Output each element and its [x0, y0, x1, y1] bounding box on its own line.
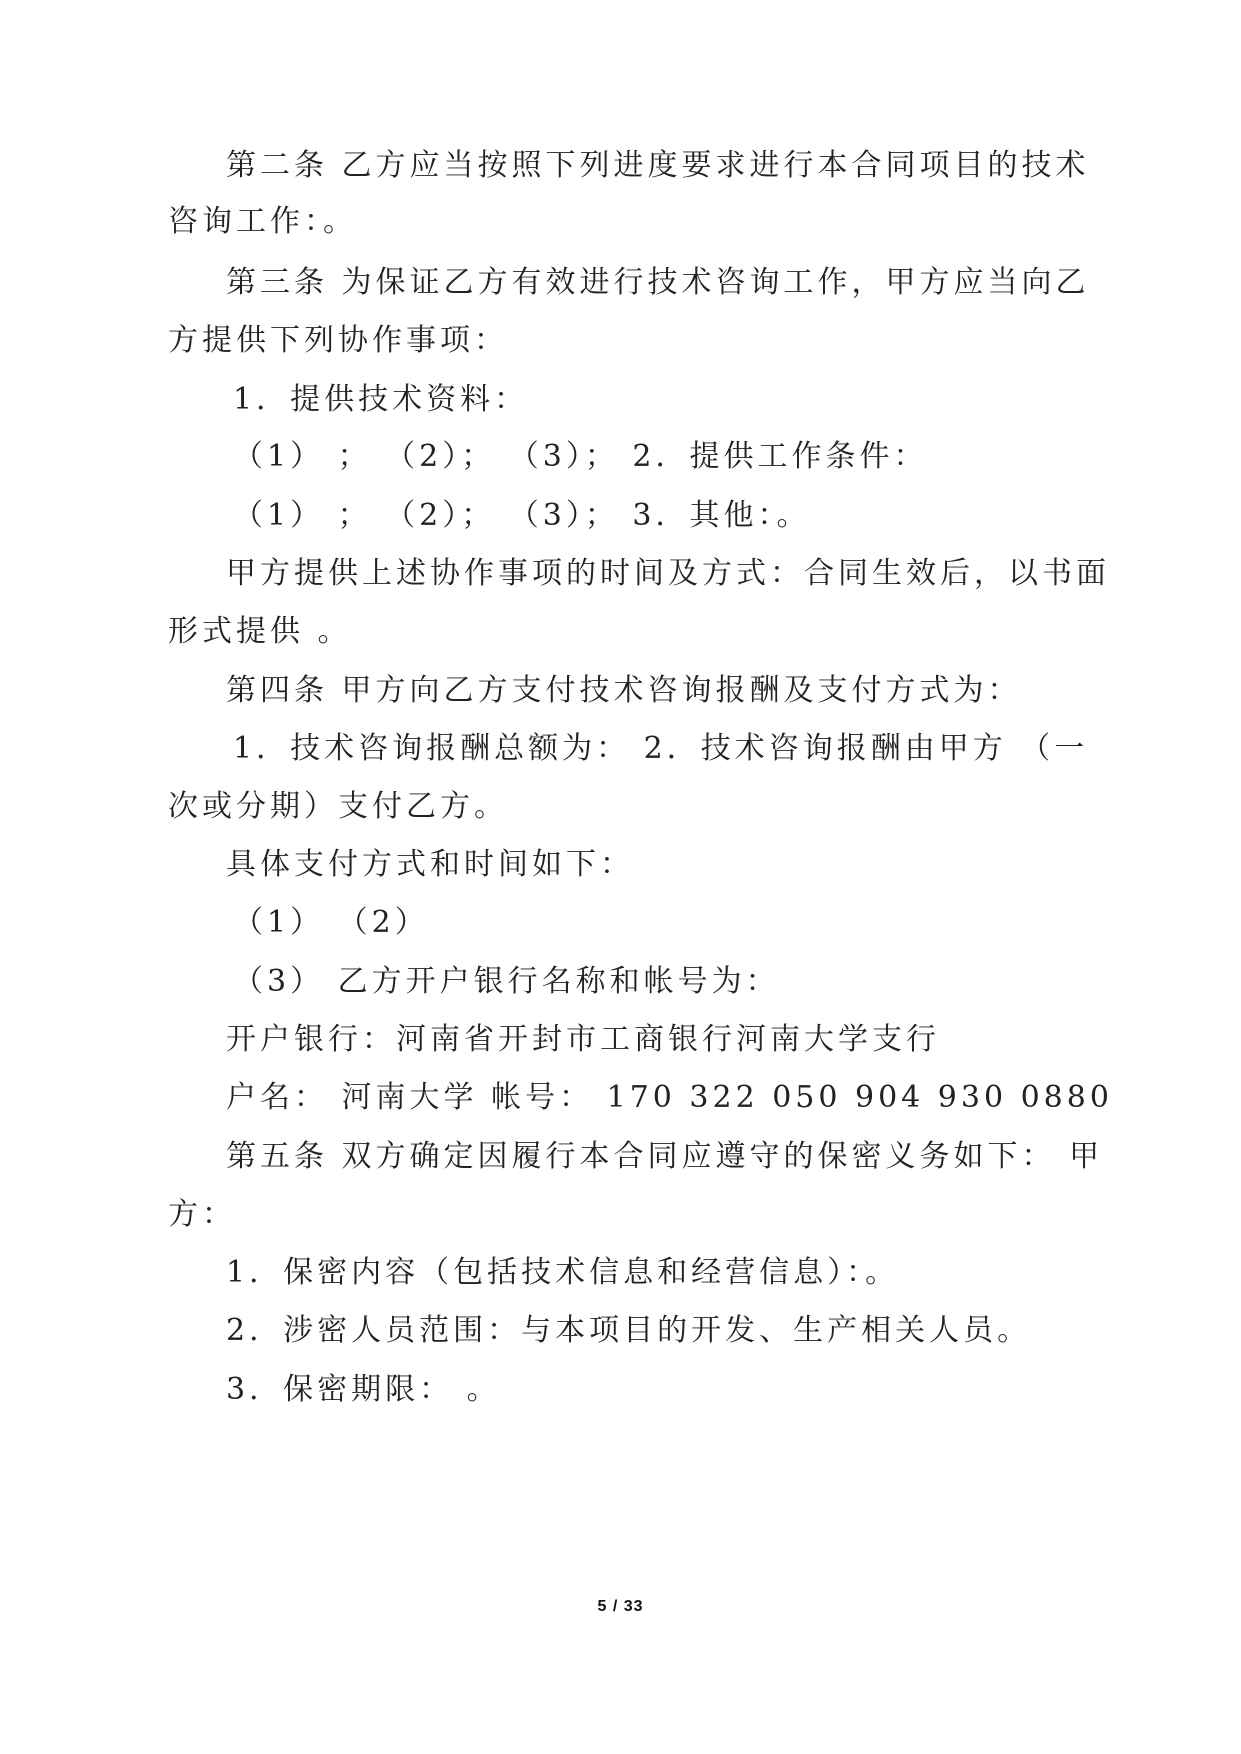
payment-method-heading: 具体支付方式和时间如下： — [226, 847, 634, 882]
cooperation-time-line-2: 形式提供 。 — [168, 614, 352, 649]
article-four-line: 第四条 甲方向乙方支付技术咨询报酬及支付方式为： — [226, 673, 1022, 708]
confidential-content-item: 1．保密内容（包括技术信息和经营信息）：。 — [226, 1255, 900, 1290]
technical-data-item: 1．提供技术资料： — [233, 382, 529, 417]
article-five-line-2: 方： — [168, 1197, 236, 1232]
payment-subitems-1-2: （1） （2） — [233, 905, 429, 940]
article-two-line-1: 第二条 乙方应当按照下列进度要求进行本合同项目的技术 — [226, 148, 1090, 183]
page-number: 5 / 33 — [597, 1598, 644, 1615]
confidential-period-item: 3．保密期限： 。 — [226, 1372, 501, 1407]
cooperation-time-line-1: 甲方提供上述协作事项的时间及方式：合同生效后，以书面 — [226, 556, 1110, 591]
work-conditions-subitems-and-other: （1） ； （2）； （3）； 3．其他：。 — [233, 498, 811, 533]
payment-subitem-3-and-bank-info: （3） 乙方开户银行名称和帐号为： — [233, 964, 780, 999]
bank-name-line: 开户银行：河南省开封市工商银行河南大学支行 — [226, 1022, 940, 1057]
confidential-personnel-item: 2．涉密人员范围：与本项目的开发、生产相关人员。 — [226, 1313, 1032, 1348]
technical-data-subitems-and-work-conditions: （1） ； （2）； （3）； 2．提供工作条件： — [233, 439, 928, 474]
article-three-line-2: 方提供下列协作事项： — [168, 323, 508, 358]
payment-items-line-1: 1．技术咨询报酬总额为： 2．技术咨询报酬由甲方 （一 — [233, 731, 1089, 766]
article-five-line-1: 第五条 双方确定因履行本合同应遵守的保密义务如下： 甲 — [226, 1139, 1104, 1174]
article-three-line-1: 第三条 为保证乙方有效进行技术咨询工作，甲方应当向乙 — [226, 265, 1090, 300]
article-two-line-2: 咨询工作：。 — [168, 204, 357, 239]
payment-items-line-2: 次或分期）支付乙方。 — [168, 789, 508, 824]
account-line: 户名： 河南大学 帐号： 170 322 050 904 930 0880 — [226, 1080, 1113, 1115]
